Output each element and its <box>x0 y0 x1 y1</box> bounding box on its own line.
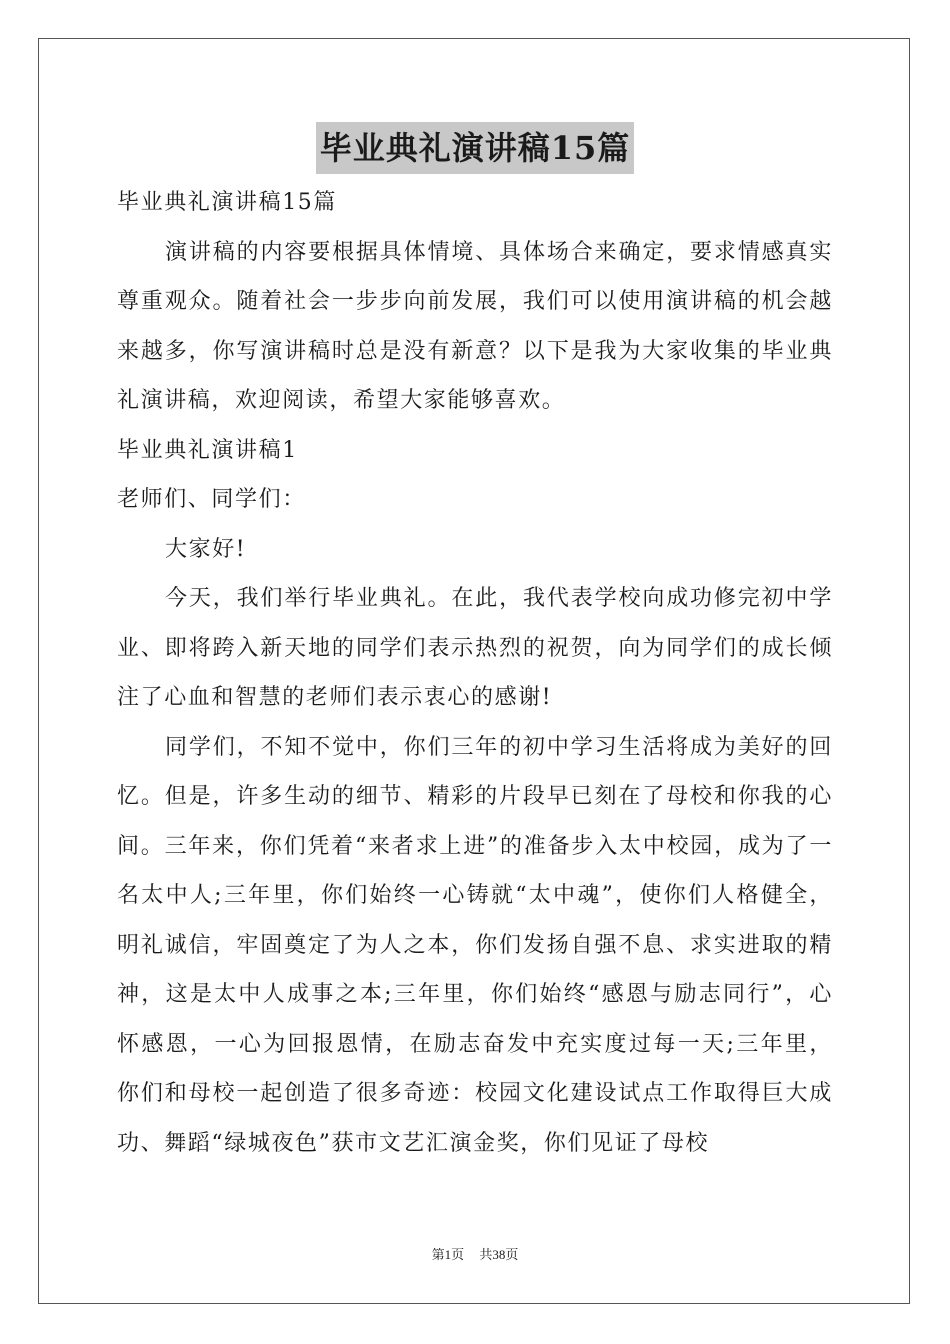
page-number: 第1页 <box>431 1247 465 1262</box>
page-footer <box>0 1244 950 1263</box>
document-title-wrap <box>0 122 950 174</box>
paragraph: 同学们，不知不觉中，你们三年的初中学习生活将成为美好的回忆。但是，许多生动的细节、精彩的片段早已刻在了母校和你我的心间。三年来，你们凭着“来者求上进”的准备步入太中校园，成为了一名太中人;三年里，你们始终一心铸就“太中魂”，使你们人格健全，明礼诚信，牢固奠定了为人之本，你们发扬自强不息、求实进取的精神，这是太中人成事之本;三年里，你们始终“感恩与励志同行”，心怀感恩，一心为回报恩情，在励志奋发中充实度过每一天;三年里，你们和母校一起创造了很多奇迹：校园文化建设试点工作取得巨大成功、舞蹈“绿城夜色”获市文艺汇演金奖，你们见证了母校 <box>117 734 833 1156</box>
paragraph: 大家好! <box>165 536 247 562</box>
paragraph: 毕业典礼演讲稿1 <box>117 437 298 463</box>
paragraph: 毕业典礼演讲稿15篇 <box>117 190 337 215</box>
document-title: 毕业典礼演讲稿15篇 <box>316 122 635 174</box>
paragraph: 演讲稿的内容要根据具体情境、具体场合来确定，要求情感真实尊重观众。随着社会一步步向前发展，我们可以使用演讲稿的机会越来越多，你写演讲稿时总是没有新意？以下是我为大家收集的毕业典礼演讲稿，欢迎阅读，希望大家能够喜欢。 <box>117 239 833 413</box>
paragraph: 今天，我们举行毕业典礼。在此，我代表学校向成功修完初中学业、即将跨入新天地的同学们表示热烈的祝贺，向为同学们的成长倾注了心血和智慧的老师们表示衷心的感谢! <box>117 586 833 710</box>
document-body <box>117 178 833 1168</box>
paragraph: 老师们、同学们： <box>117 487 306 512</box>
page-total: 共38页 <box>479 1247 519 1262</box>
